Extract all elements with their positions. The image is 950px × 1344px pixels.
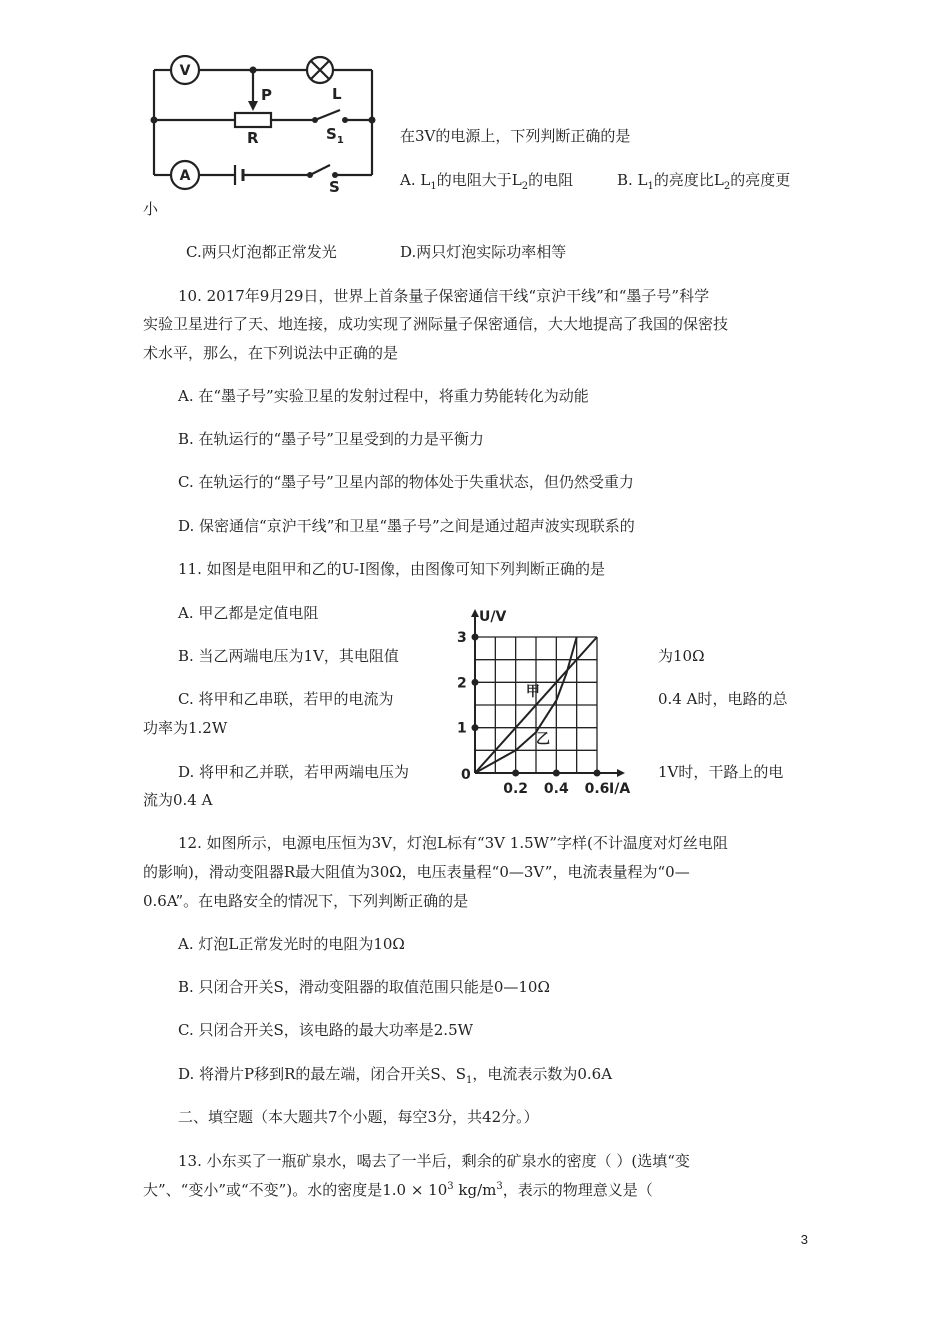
y-tick-label: 2 (457, 675, 467, 692)
y-tick-dot (472, 679, 479, 686)
q11-option-d-left: D. 将甲和乙并联，若甲两端电压为 (178, 763, 410, 781)
ui-chart (450, 600, 650, 800)
x-tick-label: 0.6 (584, 781, 610, 797)
q11-option-a: A. 甲乙都是定值电阻 (178, 604, 319, 622)
q12-option-d: D. 将滑片P移到R的最左端，闭合开关S、$S_1$，电流表示数为0.6A (178, 1065, 613, 1086)
q9-option-b: B. $L_1$的亮度比$L_2$的亮度更 (617, 171, 791, 192)
origin-label: 0 (461, 767, 471, 783)
q11-option-d-right: 1V时，干路上的电 (658, 763, 784, 781)
ammeter-label: A (179, 168, 191, 184)
q11-option-b-left: B. 当乙两端电压为1V，其电阻值 (178, 647, 399, 665)
x-tick-dot (553, 770, 560, 777)
x-axis-label: I/A (609, 781, 631, 797)
q11-option-d-cont: 流为0.4 A (143, 791, 213, 809)
y-tick-dot (472, 724, 479, 731)
y-axis-label: U/V (479, 609, 507, 625)
q9-option-d: D.两只灯泡实际功率相等 (400, 243, 567, 261)
switch-s-label: S (329, 178, 340, 196)
q10-line3: 术水平，那么，在下列说法中正确的是 (143, 344, 399, 362)
lamp-label: L (332, 85, 342, 103)
q10-line2: 实验卫星进行了天、地连接，成功实现了洲际量子保密通信，大大地提高了我国的保密技 (143, 315, 729, 333)
q11-option-b-right: 为10Ω (658, 647, 705, 665)
x-axis-arrow (617, 769, 625, 777)
y-tick-label: 3 (457, 630, 467, 646)
y-tick-label: 1 (457, 720, 467, 737)
q10-option-c: C. 在轨运行的“墨子号”卫星内部的物体处于失重状态，但仍然受重力 (178, 473, 634, 491)
q12-line3: 0.6A”。在电路安全的情况下，下列判断正确的是 (143, 892, 469, 910)
x-tick-label: 0.4 (543, 781, 569, 797)
q11-option-c-cont: 功率为1.2W (143, 719, 228, 737)
q10-option-a: A. 在“墨子号”实验卫星的发射过程中，将重力势能转化为动能 (178, 387, 589, 405)
switch-s1-label: $S_1$ (326, 125, 344, 146)
page-number: 3 (800, 1232, 808, 1247)
series-jia-label: 甲 (525, 683, 540, 700)
q13-line1: 13. 小东买了一瓶矿泉水，喝去了一半后，剩余的矿泉水的密度（ ）(选填“变 (178, 1152, 690, 1170)
x-tick-label: 0.2 (503, 781, 529, 797)
series-yi-label: 乙 (536, 731, 550, 748)
q12-line1: 12. 如图所示，电源电压恒为3V，灯泡L标有“3V 1.5W”字样(不计温度对灯丝电阻 (178, 834, 728, 852)
y-axis-arrow (471, 609, 479, 617)
x-tick-dot (512, 770, 519, 777)
q10-line1: 10. 2017年9月29日，世界上首条量子保密通信干线“京沪干线”和“墨子号”科学 (178, 287, 710, 305)
q10-option-d: D. 保密通信“京沪干线”和卫星“墨子号”之间是通过超声波实现联系的 (178, 517, 635, 535)
q9-stem: 在3V的电源上，下列判断正确的是 (400, 127, 631, 145)
q12-line2: 的影响)，滑动变阻器R最大阻值为30Ω，电压表量程“0—3V”，电流表量程为“0— (143, 863, 690, 881)
q13-line2: 大”、“变小”或“不变”)。水的密度是$1.0 \times 10^3$ $kg/m^3$，表示的物理意义是（ (143, 1181, 653, 1199)
q9-option-c: C.两只灯泡都正常发光 (186, 243, 337, 261)
q9-option-a: A. $L_1$的电阻大于$L_2$的电阻 (400, 171, 574, 192)
section-heading: 二、填空题（本大题共7个小题，每空3分，共42分。） (178, 1108, 539, 1126)
x-tick-dot (594, 770, 601, 777)
y-tick-dot (472, 634, 479, 641)
q11-option-c-right: 0.4 A时，电路的总 (658, 690, 788, 708)
resistor-label: R (247, 129, 259, 147)
q12-option-b: B. 只闭合开关S，滑动变阻器的取值范围只能是0—10Ω (178, 978, 550, 996)
q9-option-b-cont: 小 (143, 200, 159, 218)
q12-option-a: A. 灯泡L正常发光时的电阻为10Ω (178, 935, 405, 953)
voltmeter-label: V (179, 63, 191, 79)
q11-option-c-left: C. 将甲和乙串联，若甲的电流为 (178, 690, 394, 708)
q11-stem: 11. 如图是电阻甲和乙的U-I图像，由图像可知下列判断正确的是 (178, 560, 605, 578)
circuit-diagram (140, 55, 380, 205)
q12-option-c: C. 只闭合开关S，该电路的最大功率是2.5W (178, 1021, 474, 1039)
slider-label: P (261, 86, 272, 104)
q10-option-b: B. 在轨运行的“墨子号”卫星受到的力是平衡力 (178, 430, 484, 448)
